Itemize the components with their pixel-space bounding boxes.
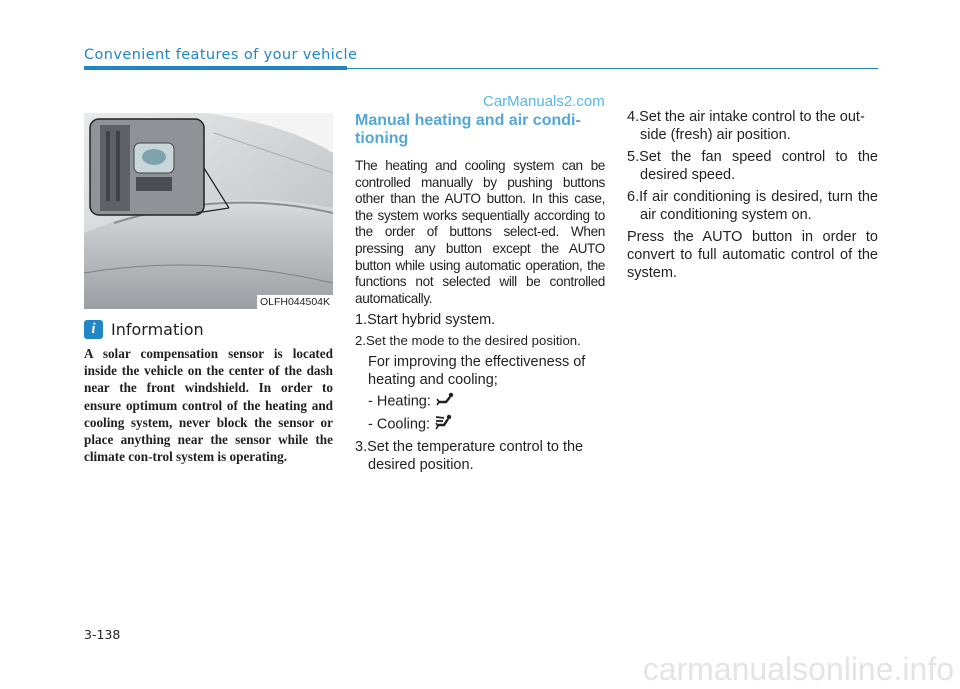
step-3: 3.Set the temperature control to the desired position. bbox=[355, 439, 584, 474]
section-heading: Manual heating and air condi-tioning bbox=[355, 112, 581, 147]
column-steps-continued bbox=[627, 108, 878, 282]
cooling-line bbox=[355, 414, 605, 435]
information-title: Information bbox=[111, 319, 204, 339]
step-2-detail: For improving the effectiveness of heating and cooling; bbox=[368, 354, 586, 389]
information-icon: i bbox=[84, 320, 103, 339]
cooling-label: - Cooling: bbox=[368, 416, 431, 433]
step-5: 5.Set the fan speed control to the desired speed. bbox=[627, 149, 878, 183]
step-6: 6.If air conditioning is desired, turn the air conditioning system on. bbox=[627, 189, 878, 223]
dashboard-illustration bbox=[84, 113, 333, 309]
header-rule-thin bbox=[347, 68, 878, 69]
step-1: 1.Start hybrid system. bbox=[355, 312, 496, 329]
column-manual-heating bbox=[355, 112, 605, 474]
manual-intro: The heating and cooling system can be controlled manually by pushing buttons other than the AUTO button. In this case, the system works sequentially according to the order of buttons select-ed. When pressing any button except the AUTO button while using automatic operation, the functions not selected will be controlled automatically. bbox=[355, 158, 605, 306]
page-number: 3-138 bbox=[84, 627, 121, 642]
floor-mode-icon bbox=[435, 392, 455, 411]
running-header: Convenient features of your vehicle bbox=[84, 47, 358, 63]
closing-paragraph: Press the AUTO button in order to convert to full automatic control of the system. bbox=[627, 229, 878, 281]
watermark-top: CarManuals2.com bbox=[483, 93, 605, 110]
header-rule-thick bbox=[84, 66, 347, 70]
step-4: 4.Set the air intake control to the out-side (fresh) air position. bbox=[627, 109, 865, 143]
heating-label: - Heating: bbox=[368, 393, 431, 410]
step-2: 2.Set the mode to the desired position. bbox=[355, 333, 581, 349]
face-floor-mode-icon bbox=[434, 414, 454, 435]
figure-code: OLFH044504K bbox=[257, 295, 333, 309]
footer-watermark: carmanualsonline.info bbox=[642, 651, 954, 687]
information-body: A solar compensation sensor is located inside the vehicle on the center of the dash near the front windshield. In order to ensure optimum control of the heating and cooling system, never block the sensor or place anything near the sensor while the climate con-trol system is operating. bbox=[84, 346, 333, 465]
information-heading bbox=[84, 319, 204, 339]
heating-line bbox=[355, 392, 605, 411]
sensor-figure bbox=[84, 113, 333, 309]
